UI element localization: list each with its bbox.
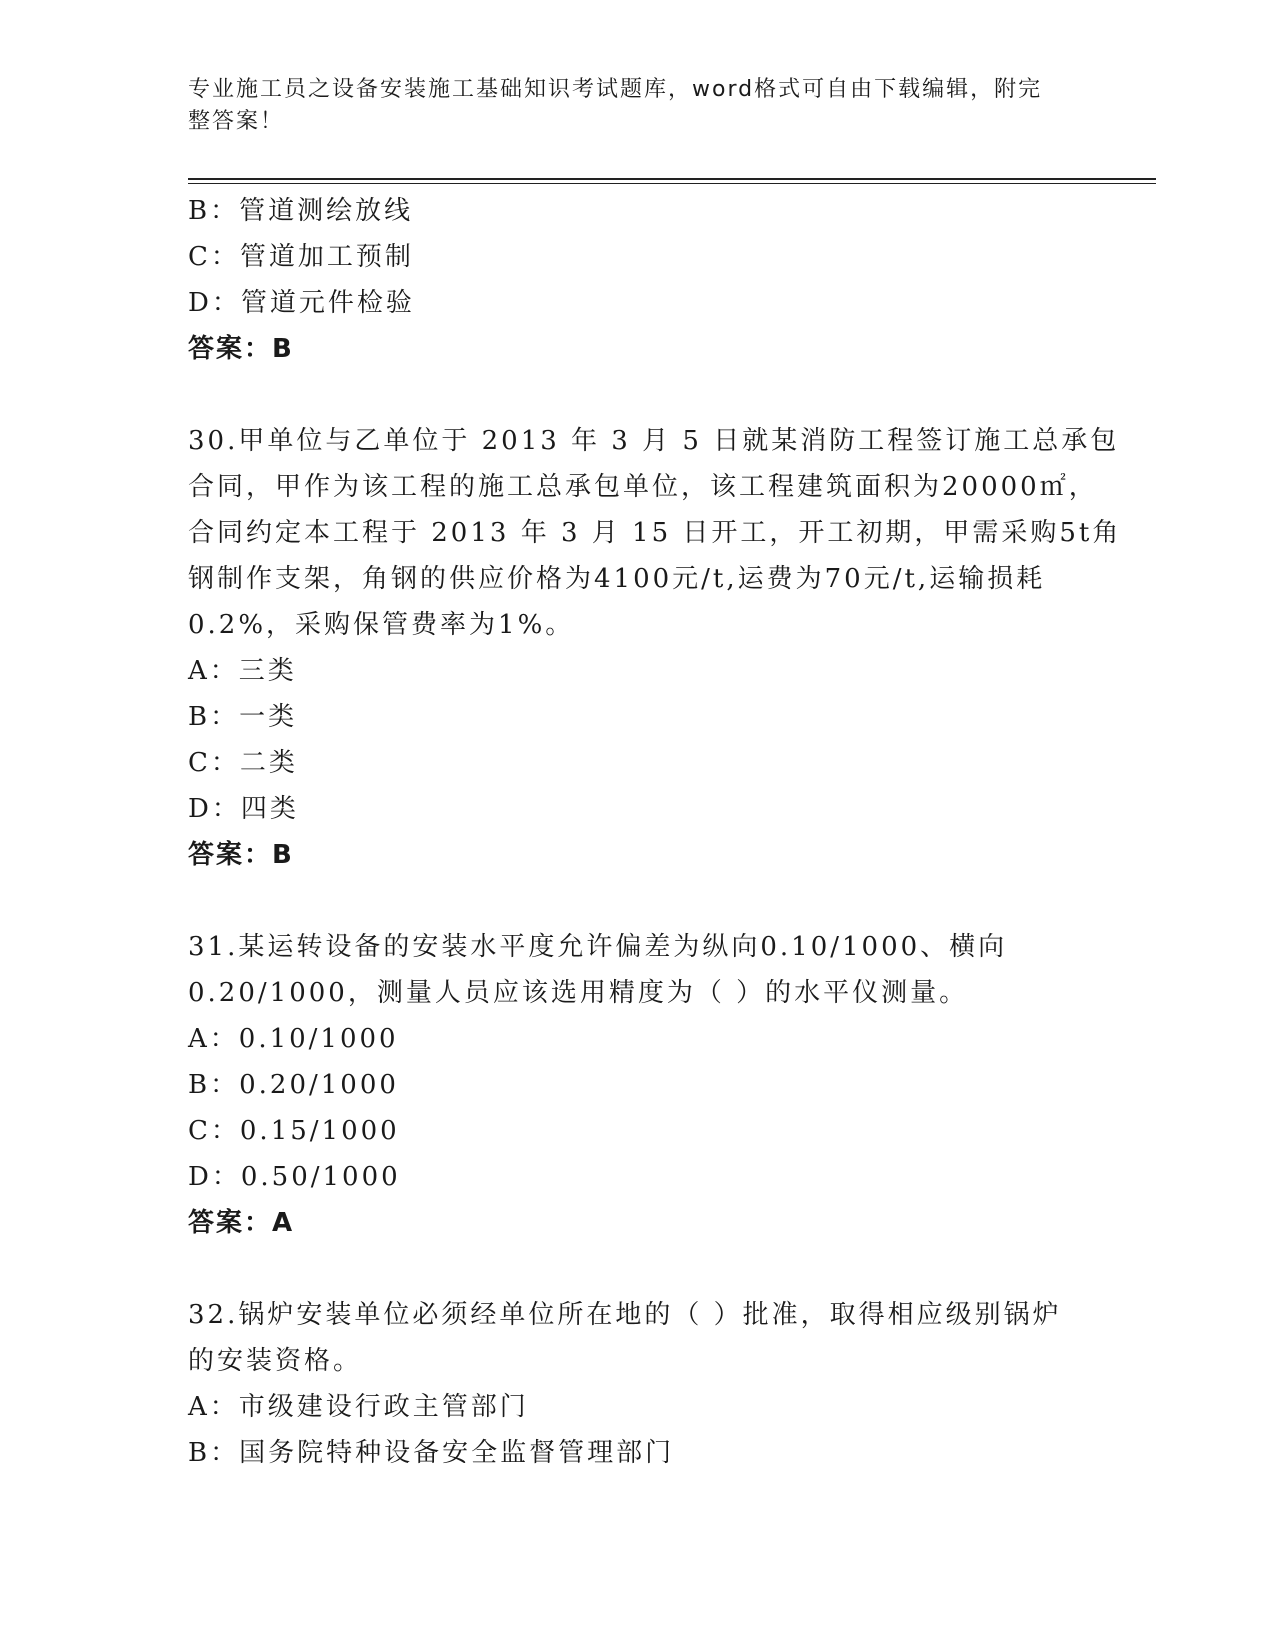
option-a: A：三类 (188, 656, 297, 686)
spacer (188, 1246, 1088, 1292)
option-c: C：管道加工预制 (188, 242, 414, 272)
question-stem (188, 1292, 1088, 1384)
question-29-tail (188, 188, 1088, 372)
question-31 (188, 924, 1088, 1246)
option-c: C：二类 (188, 748, 298, 778)
answer-label: 答案：B (188, 840, 294, 870)
option-a: A：市级建设行政主管部门 (188, 1392, 529, 1422)
option-b: B：管道测绘放线 (188, 196, 414, 226)
stem-line: 钢制作支架，角钢的供应价格为4100元/t,运费为70元/t,运输损耗 (188, 564, 1046, 594)
option-d: D：四类 (188, 794, 299, 824)
option-b: B：0.20/1000 (188, 1070, 399, 1100)
spacer (188, 878, 1088, 924)
question-stem (188, 924, 1088, 1016)
header-line-2: 整答案！ (188, 109, 285, 134)
header-line-1: 专业施工员之设备安装施工基础知识考试题库，word格式可自由下载编辑，附完 (188, 77, 1043, 102)
option-b: B：一类 (188, 702, 298, 732)
stem-line: 32.锅炉安装单位必须经单位所在地的（ ）批准，取得相应级别锅炉 (188, 1300, 1062, 1330)
option-c: C：0.15/1000 (188, 1116, 400, 1146)
question-stem (188, 418, 1122, 648)
question-30 (188, 418, 1122, 878)
header-divider-thin (188, 183, 1156, 184)
option-a: A：0.10/1000 (188, 1024, 399, 1054)
stem-line: 合同约定本工程于 2013 年 3 月 15 日开工，开工初期，甲需采购5t角 (188, 518, 1122, 548)
answer-label: 答案：A (188, 1208, 295, 1238)
answer-label: 答案：B (188, 334, 294, 364)
option-b: B：国务院特种设备安全监督管理部门 (188, 1438, 675, 1468)
stem-line: 的安装资格。 (188, 1346, 363, 1376)
document-header (188, 74, 1088, 138)
option-d: D：0.50/1000 (188, 1162, 401, 1192)
stem-line: 0.20/1000，测量人员应该选用精度为（ ）的水平仪测量。 (188, 978, 969, 1008)
spacer (188, 372, 1088, 418)
stem-line: 合同，甲作为该工程的施工总承包单位，该工程建筑面积为20000㎡， (188, 472, 1098, 502)
header-divider-thick (188, 178, 1156, 180)
stem-line: 0.2%，采购保管费率为1%。 (188, 610, 575, 640)
stem-line: 30.甲单位与乙单位于 2013 年 3 月 5 日就某消防工程签订施工总承包 (188, 426, 1120, 456)
stem-line: 31.某运转设备的安装水平度允许偏差为纵向0.10/1000、横向 (188, 932, 1008, 962)
option-d: D：管道元件检验 (188, 288, 415, 318)
question-list (188, 188, 1122, 1476)
question-32 (188, 1292, 1088, 1476)
